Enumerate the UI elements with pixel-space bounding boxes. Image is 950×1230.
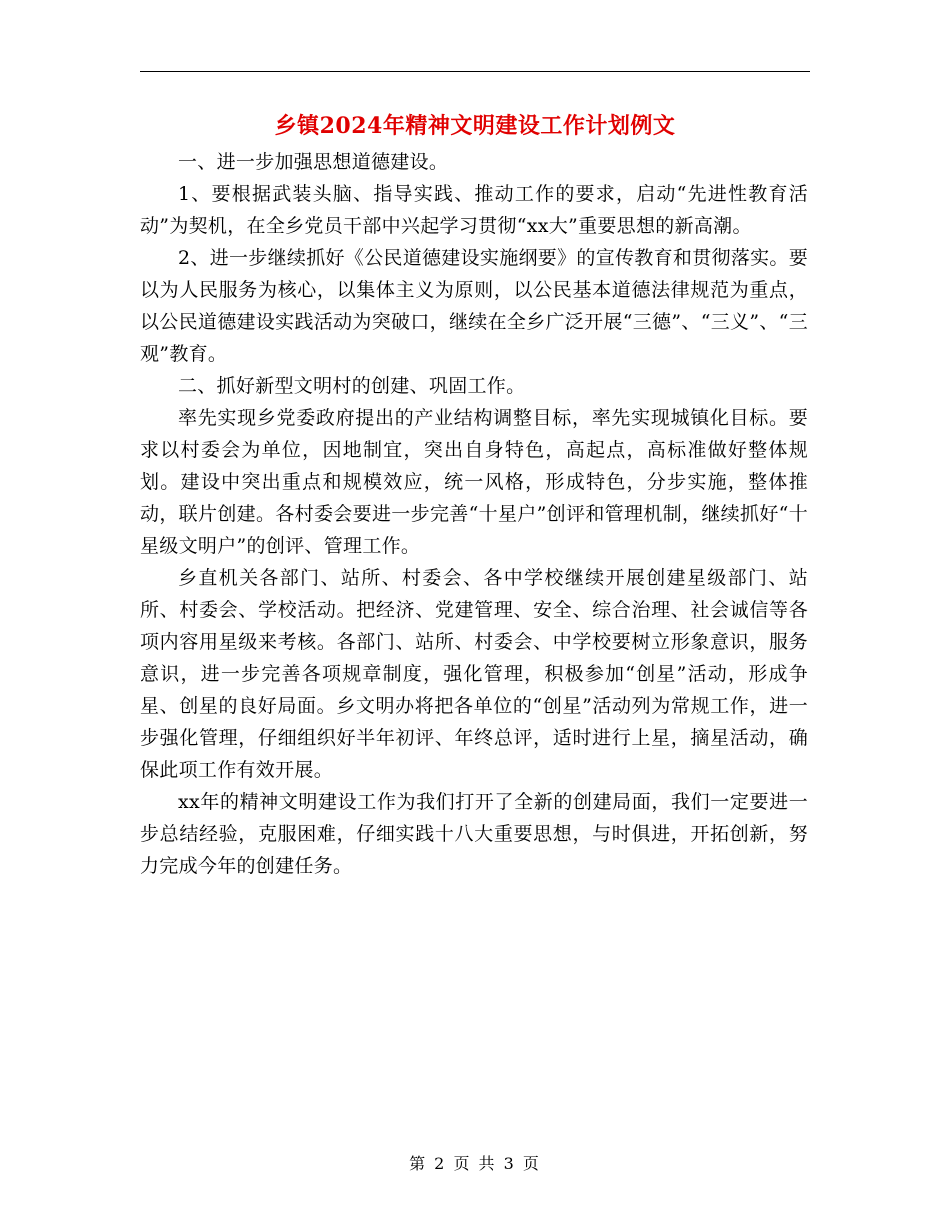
document-body [140,146,808,882]
paragraph-section-1-heading: 一、进一步加强思想道德建设。 [178,151,449,173]
paragraph-civilized-village: 率先实现乡党委政府提出的产业结构调整目标，率先实现城镇化目标。要求以村委会为单位，因地制宜，突出自身特色，高起点，高标准做好整体规划。建设中突出重点和规模效应，统一风格，形成特色，分步实施，整体推动，联片创建。各村委会要进一步完善“十星户”创评和管理机制，继续抓好“十星级文明户”的创评、管理工作。 [140,407,808,557]
paragraph-item-2: 2、进一步继续抓好《公民道德建设实施纲要》的宣传教育和贯彻落实。要以为人民服务为核心，以集体主义为原则，以公民基本道德法律规范为重点，以公民道德建设实践活动为突破口，继续在全乡广泛开展“三德”、“三义”、“三观”教育。 [140,247,808,365]
paragraph-conclusion: xx年的精神文明建设工作为我们打开了全新的创建局面，我们一定要进一步总结经验，克服困难，仔细实践十八大重要思想，与时俱进，开拓创新，努力完成今年的创建任务。 [140,791,808,877]
header-rule [140,71,810,72]
paragraph-item-1: 1、要根据武装头脑、指导实践、推动工作的要求，启动“先进性教育活动”为契机，在全乡党员干部中兴起学习贯彻“xx大”重要思想的新高潮。 [140,183,808,237]
paragraph-section-2-heading: 二、抓好新型文明村的创建、巩固工作。 [178,375,526,397]
document-title: 乡镇2024年精神文明建设工作计划例文 [274,113,676,139]
page-number: 第 2 页 共 3 页 [409,1154,541,1173]
paragraph-star-rating: 乡直机关各部门、站所、村委会、各中学校继续开展创建星级部门、站所、村委会、学校活动。把经济、党建管理、安全、综合治理、社会诚信等各项内容用星级来考核。各部门、站所、村委会、中学校要树立形象意识，服务意识，进一步完善各项规章制度，强化管理，积极参加“创星”活动，形成争星、创星的良好局面。乡文明办将把各单位的“创星”活动列为常规工作，进一步强化管理，仔细组织好半年初评、年终总评，适时进行上星，摘星活动，确保此项工作有效开展。 [140,567,808,781]
